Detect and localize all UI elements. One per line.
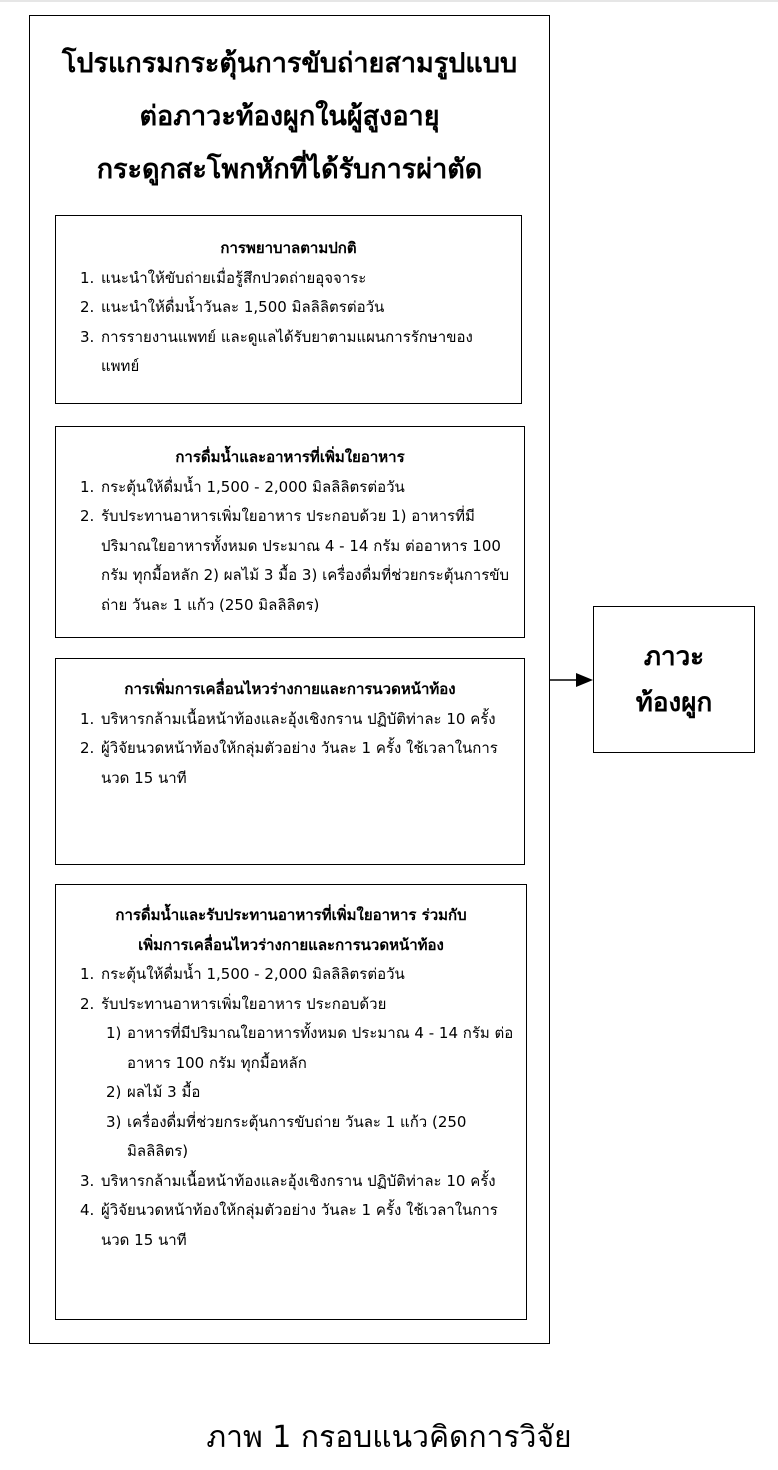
list-item [56, 1167, 526, 1197]
sub-item-text: ผลไม้ 3 มื้อ [127, 1083, 201, 1101]
item-text: ผู้วิจัยนวดหน้าท้องให้กลุ่มตัวอย่าง วันละ 1 ครั้ง ใช้เวลาในการนวด 15 นาที [101, 1201, 498, 1249]
list-item [56, 293, 521, 323]
item-number: 2. [80, 994, 95, 1013]
item-number: 1. [80, 477, 95, 496]
sub-item-text: เครื่องดื่มที่ช่วยกระตุ้นการขับถ่าย วันละ 1 แก้ว (250 มิลลิลิตร) [127, 1112, 467, 1160]
item-number: 3. [80, 1171, 95, 1190]
item-text: กระตุ้นให้ดื่มน้ำ 1,500 - 2,000 มิลลิลิตรต่อวัน [101, 965, 405, 983]
item-number: 1. [80, 965, 95, 983]
item-number: 3. [80, 327, 95, 346]
item-text: บริหารกล้ามเนื้อหน้าท้องและอุ้งเชิงกราน ปฏิบัติท่าละ 10 ครั้ง [101, 1171, 496, 1190]
sub-item-text: อาหารที่มีปริมาณใยอาหารทั้งหมด ประมาณ 4 - 14 กรัม ต่ออาหาร 100 กรัม ทุกมื้อหลัก [127, 1024, 514, 1072]
item-text: ผู้วิจัยนวดหน้าท้องให้กลุ่มตัวอย่าง วันละ 1 ครั้ง ใช้เวลาในการนวด 15 นาที [101, 739, 498, 787]
list-item [56, 502, 524, 620]
combined-heading-line: เพิ่มการเคลื่อนไหวร่างกายและการนวดหน้าท้อง [138, 935, 444, 954]
routine-care-heading: การพยาบาลตามปกติ [220, 239, 357, 257]
item-text: รับประทานอาหารเพิ่มใยอาหาร ประกอบด้วย [101, 994, 387, 1013]
list-item [56, 960, 526, 990]
outcome-label-line: ภาวะ [643, 641, 705, 672]
sub-item-number: 3) [106, 1112, 122, 1131]
item-number: 2. [80, 739, 95, 757]
top-divider [0, 0, 778, 2]
program-title [30, 37, 549, 196]
movement-massage-box [55, 658, 525, 865]
outcome-box [593, 606, 755, 753]
sub-list-item [56, 1078, 526, 1108]
arrow-head [576, 673, 593, 687]
fluid-fiber-box [55, 426, 525, 638]
list-item [56, 473, 524, 503]
figure-caption: ภาพ 1 กรอบแนวคิดการวิจัย [206, 1420, 572, 1455]
movement-massage-heading: การเพิ่มการเคลื่อนไหวร่างกายและการนวดหน้าท้อง [124, 680, 456, 698]
list-item [56, 264, 521, 294]
list-item [56, 323, 521, 382]
combined-heading-line: การดื่มน้ำและรับประทานอาหารที่เพิ่มใยอาหาร ร่วมกับ [115, 906, 467, 924]
item-number: 1. [80, 268, 95, 287]
routine-care-box [55, 215, 522, 404]
sub-item-number: 1) [106, 1024, 122, 1042]
fluid-fiber-heading: การดื่มน้ำและอาหารที่เพิ่มใยอาหาร [175, 448, 405, 466]
list-item [56, 734, 524, 793]
item-text: แนะนำให้ขับถ่ายเมื่อรู้สึกปวดถ่ายอุจจาระ [101, 268, 367, 287]
item-number: 1. [80, 709, 95, 728]
list-item [56, 705, 524, 735]
item-text: แนะนำให้ดื่มน้ำวันละ 1,500 มิลลิลิตรต่อวัน [101, 298, 385, 316]
list-item [56, 990, 526, 1020]
outcome-label-line: ท้องผูก [635, 687, 713, 718]
item-number: 4. [80, 1201, 95, 1219]
sub-item-number: 2) [106, 1083, 122, 1101]
sub-list-item [56, 1108, 526, 1167]
sub-list-item [56, 1019, 526, 1078]
item-text: รับประทานอาหารเพิ่มใยอาหาร ประกอบด้วย 1) อาหารที่มีปริมาณใยอาหารทั้งหมด ประมาณ 4 - 14 กรัม ต่ออาหาร 100 กรัม ทุกมื้อหลัก 2) ผลไม้ 3 มื้อ 3) เครื่องดื่มที่ช่วยกระตุ้นการขับถ่าย วันละ 1 แก้ว (250 มิลลิลิตร) [101, 507, 510, 614]
item-number: 2. [80, 298, 95, 316]
program-title-line: กระดูกสะโพกหักที่ได้รับการผ่าตัด [96, 154, 483, 185]
list-item [56, 1196, 526, 1255]
item-text: กระตุ้นให้ดื่มน้ำ 1,500 - 2,000 มิลลิลิตรต่อวัน [101, 477, 405, 496]
item-text: การรายงานแพทย์ และดูแลได้รับยาตามแผนการรักษาของแพทย์ [101, 327, 473, 375]
program-title-line: ต่อภาวะท้องผูกในผู้สูงอายุ [139, 101, 440, 132]
combined-program-box [55, 884, 527, 1320]
program-title-line: โปรแกรมกระตุ้นการขับถ่ายสามรูปแบบ [61, 48, 518, 79]
item-text: บริหารกล้ามเนื้อหน้าท้องและอุ้งเชิงกราน ปฏิบัติท่าละ 10 ครั้ง [101, 709, 496, 728]
right-arrow-icon [550, 670, 594, 690]
item-number: 2. [80, 507, 95, 525]
